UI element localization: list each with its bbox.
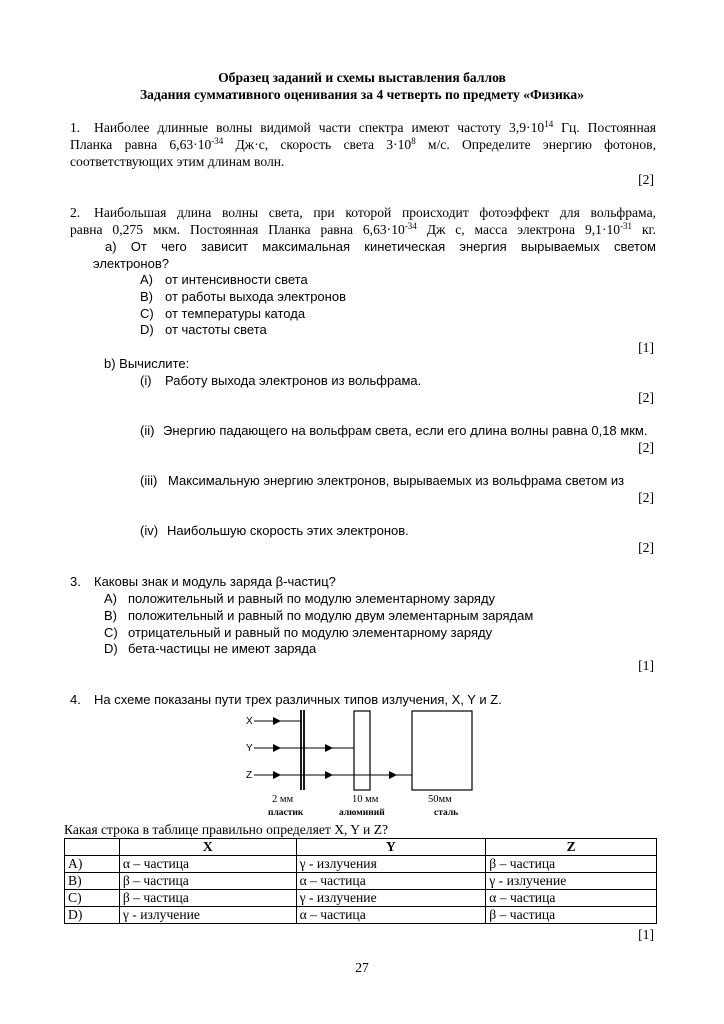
ray-label-y: Y xyxy=(246,743,253,754)
q3-option-text: бета-частицы не имеют заряда xyxy=(128,641,317,656)
q4-question: Какая строка в таблице правильно определяет X, Y и Z? xyxy=(64,822,389,837)
q2-number: 2. xyxy=(70,205,81,220)
table-cell: A) xyxy=(65,856,120,873)
table-cell: α – частица xyxy=(296,873,486,890)
ray-label-x: X xyxy=(246,716,253,727)
q2a-option-letter: B) xyxy=(140,289,153,304)
q2b-item-text: Наибольшую скорость этих электронов. xyxy=(167,523,409,538)
q1-mark: [2] xyxy=(638,172,654,187)
q2a-line-1: a) От чего зависит максимальная кинетическая энергия вырываемых светом xyxy=(105,239,656,254)
q2b-item-label: (i) xyxy=(140,373,152,388)
table-cell: γ - излучения xyxy=(296,856,486,873)
plastic-label: пластик xyxy=(268,808,304,818)
q2b-item-mark: [2] xyxy=(638,390,654,405)
q2b-item-text: Работу выхода электронов из вольфрама. xyxy=(165,373,422,388)
q2a-option-letter: D) xyxy=(140,322,154,337)
heading-title-2: Задания суммативного оценивания за 4 четверть по предмету «Физика» xyxy=(139,87,584,102)
q2b-item-text: Энергию падающего на вольфрам света, если его длина волны равна 0,18 мкм. xyxy=(163,423,648,438)
q3-text: Каковы знак и модуль заряда β-частиц? xyxy=(94,574,336,589)
q2a-option-text: от частоты света xyxy=(165,322,267,337)
q2a-option-letter: A) xyxy=(140,272,153,287)
table-cell: β – частица xyxy=(119,890,296,907)
q4-mark: [1] xyxy=(638,927,654,942)
answer-table xyxy=(64,838,657,924)
plastic-thickness: 2 мм xyxy=(272,794,294,805)
table-row xyxy=(65,890,657,907)
page-number: 27 xyxy=(355,960,369,975)
q2b-item-mark: [2] xyxy=(638,490,654,505)
table-cell: γ - излучение xyxy=(119,907,296,924)
table-header: Y xyxy=(296,839,486,856)
heading-title-1: Образец заданий и схемы выставления баллов xyxy=(218,70,506,85)
table-cell: β – частица xyxy=(486,907,657,924)
table-cell: β – частица xyxy=(486,856,657,873)
aluminium-label: алюминий xyxy=(339,808,385,818)
table-cell: β – частица xyxy=(119,873,296,890)
q4-number: 4. xyxy=(70,692,81,707)
steel-label: сталь xyxy=(434,808,459,818)
steel-thickness: 50мм xyxy=(428,794,452,805)
q1-line-3: соответствующих этим длинам волн. xyxy=(70,154,285,169)
q2b-item-mark: [2] xyxy=(638,540,654,555)
q3-option-letter: B) xyxy=(104,608,117,623)
table-cell: α – частица xyxy=(296,907,486,924)
radiation-diagram xyxy=(240,708,490,808)
table-row xyxy=(65,907,657,924)
q2b-label: b) Вычислите: xyxy=(104,356,190,371)
q2b-item-label: (iv) xyxy=(140,523,159,538)
table-row xyxy=(65,856,657,873)
table-cell: α – частица xyxy=(119,856,296,873)
q1-line-1: Наиболее длинные волны видимой части спектра имеют частоту $3,9\cdot 10^{14}$ Гц. Постоянная xyxy=(94,119,657,135)
q2b-item-text: Максимальную энергию электронов, вырываемых из вольфрама светом из xyxy=(168,473,625,488)
q2b-item-mark: [2] xyxy=(638,440,654,455)
table-header xyxy=(65,839,120,856)
aluminium-thickness: 10 мм xyxy=(352,794,379,805)
table-cell: D) xyxy=(65,907,120,924)
q2a-option-text: от работы выхода электронов xyxy=(165,289,346,304)
q2a-option-letter: C) xyxy=(140,306,154,321)
q3-option-text: положительный и равный по модулю элементарному заряду xyxy=(128,591,496,606)
table-cell: C) xyxy=(65,890,120,907)
q2a-mark: [1] xyxy=(638,340,654,355)
table-cell: γ - излучение xyxy=(296,890,486,907)
q3-mark: [1] xyxy=(638,658,654,673)
table-cell: γ - излучение xyxy=(486,873,657,890)
q2a-option-text: от интенсивности света xyxy=(165,272,308,287)
q3-option-text: отрицательный и равный по модулю элементарному заряду xyxy=(128,625,493,640)
table-row xyxy=(65,873,657,890)
q2a-line-2: электронов? xyxy=(93,256,169,271)
aluminium-plate xyxy=(354,711,370,790)
q1-line-2: Планка равна $6,63\cdot 10^{-34}$ Дж·с, скорость света $3\cdot 10^8$ м/с. Определите энергию фотонов, xyxy=(70,136,656,152)
table-cell: α – частица xyxy=(486,890,657,907)
q4-text: На схеме показаны пути трех различных типов излучения, X, Y и Z. xyxy=(94,692,502,707)
q2a-option-text: от температуры катода xyxy=(165,306,306,321)
q1-number: 1. xyxy=(70,120,81,135)
q3-number: 3. xyxy=(70,574,81,589)
q2b-item-label: (iii) xyxy=(140,473,158,488)
ray-label-z: Z xyxy=(246,770,253,781)
q2b-item-label: (ii) xyxy=(140,423,155,438)
table-cell: B) xyxy=(65,873,120,890)
q3-option-letter: A) xyxy=(104,591,117,606)
table-header: Z xyxy=(486,839,657,856)
q3-option-letter: C) xyxy=(104,625,118,640)
q3-option-letter: D) xyxy=(104,641,118,656)
table-header-row xyxy=(65,839,657,856)
q2-line-2: равна 0,275 мкм. Постоянная Планка равна $6,63\cdot 10^{-34}$ Дж с, масса электрона $9,1\cdot 10^{-31}$ кг. xyxy=(70,221,656,237)
steel-block xyxy=(412,711,472,790)
table-header: X xyxy=(119,839,296,856)
q2-line-1: Наибольшая длина волны света, при которой происходит фотоэффект для вольфрама, xyxy=(94,205,656,220)
q3-option-text: положительный и равный по модулю двум элементарным зарядам xyxy=(128,608,534,623)
